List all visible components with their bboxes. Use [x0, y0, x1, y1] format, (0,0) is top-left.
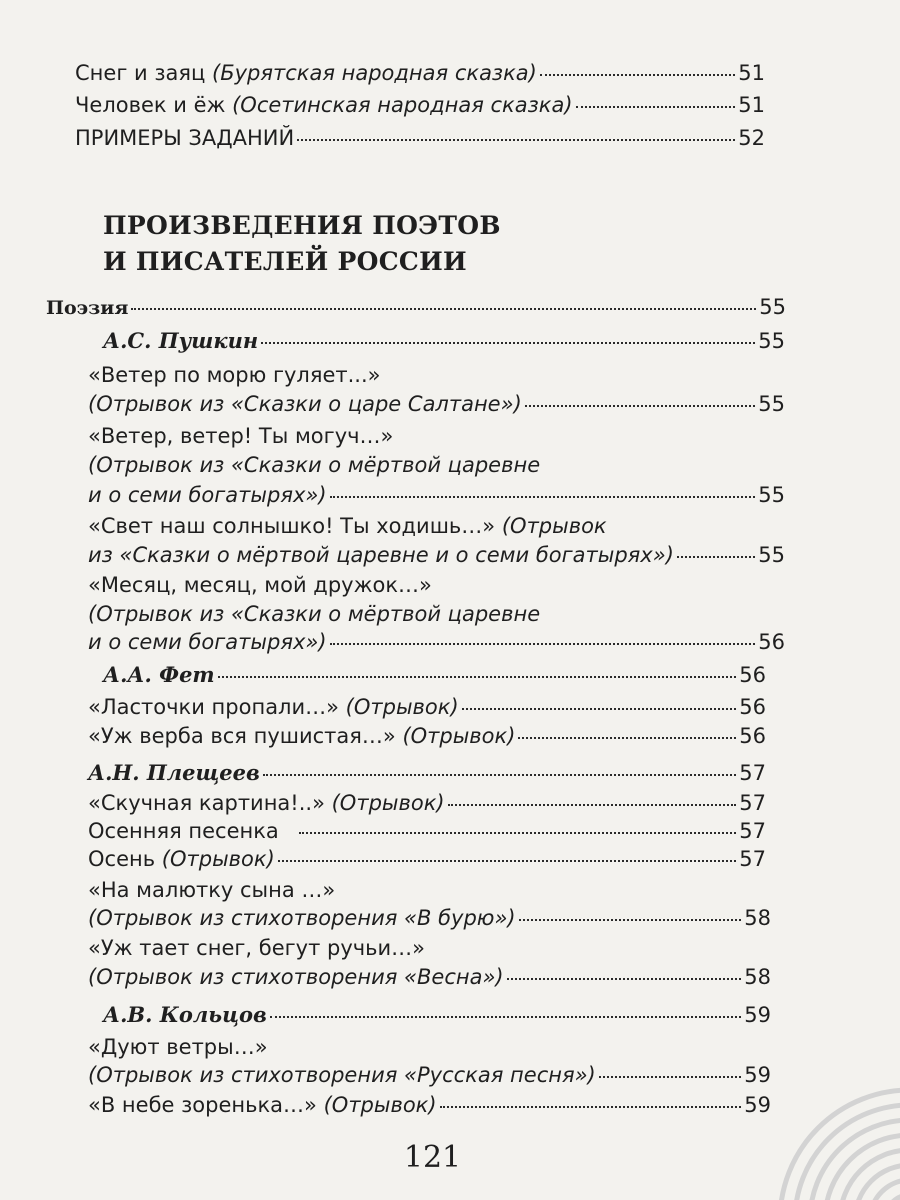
entry-page: 57 — [739, 847, 766, 871]
entry-note: и о семи богатырях») — [88, 630, 327, 654]
entry-note: (Отрывок из «Сказки о царе Салтане») — [88, 392, 522, 416]
leader-dots — [519, 918, 742, 921]
leader-dots — [263, 773, 736, 776]
toc-entry — [88, 788, 766, 818]
toc-entry — [88, 540, 785, 570]
leader-dots — [330, 642, 756, 645]
toc-author — [88, 758, 766, 788]
entry-title: Снег и заяц — [75, 61, 206, 85]
toc-entry — [88, 627, 785, 657]
entry-title: «Ветер по морю гуляет...» — [88, 363, 381, 387]
entry-title: «Ласточки пропали…» — [88, 695, 339, 719]
entry-title: «Уж верба вся пушистая…» — [88, 724, 396, 748]
leader-dots — [440, 1105, 742, 1108]
entry-page: 58 — [744, 906, 771, 930]
entry-note: (Отрывок из стихотворения «В бурю») — [88, 906, 516, 930]
entry-page: 55 — [758, 543, 785, 567]
author-name: А.А. Фет — [103, 662, 215, 687]
author-name: А.С. Пушкин — [103, 328, 259, 353]
entry-note: (Отрывок из стихотворения «Русская песня») — [88, 1063, 596, 1087]
heading-line: И ПИСАТЕЛЕЙ РОССИИ — [103, 247, 467, 276]
toc-entry — [88, 1060, 771, 1090]
toc-author — [103, 1000, 771, 1030]
entry-note: (Осетинская народная сказка) — [232, 93, 573, 117]
section-label: Поэзия — [46, 297, 129, 319]
leader-dots — [576, 105, 736, 108]
entry-title: ПРИМЕРЫ ЗАДАНИЙ — [75, 126, 295, 150]
entry-page: 56 — [739, 663, 766, 687]
entry-note: (Отрывок) — [323, 1093, 437, 1117]
decorative-swirl-icon — [760, 1070, 900, 1200]
leader-dots — [599, 1075, 742, 1078]
entry-title: Человек и ёж — [75, 93, 226, 117]
page-number: 121 — [403, 1140, 462, 1175]
entry-note: (Отрывок) — [331, 791, 445, 815]
entry-title: «Скучная картина!..» — [88, 791, 325, 815]
toc-entry — [88, 1090, 771, 1120]
entry-note: (Отрывок из «Сказки о мёртвой царевне — [88, 453, 541, 477]
entry-note: (Бурятская народная сказка) — [212, 61, 537, 85]
entry-title: «Уж тает снег, бегут ручьи…» — [88, 936, 426, 960]
leader-dots — [297, 138, 735, 141]
entry-page: 56 — [758, 630, 785, 654]
entry-page: 59 — [744, 1003, 771, 1027]
entry-note: (Отрывок) — [402, 724, 516, 748]
leader-dots — [518, 736, 736, 739]
entry-note: (Отрывок) — [161, 847, 275, 871]
entry-page: 51 — [738, 93, 765, 117]
leader-dots — [525, 404, 756, 407]
entry-page: 52 — [738, 126, 765, 150]
toc-entry — [88, 844, 766, 874]
leader-dots — [278, 859, 737, 862]
entry-title: «На малютку сына …» — [88, 878, 336, 902]
author-name: А.В. Кольцов — [103, 1002, 267, 1027]
entry-page: 51 — [738, 61, 765, 85]
leader-dots — [218, 675, 737, 678]
leader-dots — [131, 307, 756, 310]
entry-page: 55 — [758, 392, 785, 416]
entry-title: Осень — [88, 847, 156, 871]
entry-page: 55 — [758, 329, 785, 353]
entry-title: «Месяц, месяц, мой дружок…» — [88, 573, 432, 597]
section-heading — [103, 208, 501, 280]
entry-page: 59 — [744, 1063, 771, 1087]
entry-page: 56 — [739, 724, 766, 748]
entry-title: «Дуют ветры…» — [88, 1035, 268, 1059]
toc-entry — [88, 692, 766, 722]
entry-page: 57 — [739, 761, 766, 785]
entry-title: «В небе зоренька…» — [88, 1093, 317, 1117]
toc-entry — [88, 816, 766, 846]
entry-note: (Отрывок из стихотворения «Весна») — [88, 965, 504, 989]
toc-entry — [88, 389, 785, 419]
leader-dots — [299, 831, 736, 834]
toc-entry — [88, 962, 771, 992]
entry-page: 55 — [758, 483, 785, 507]
entry-note: и о семи богатырях») — [88, 483, 327, 507]
toc-author — [103, 660, 766, 690]
leader-dots — [507, 977, 742, 980]
leader-dots — [270, 1015, 741, 1018]
entry-note: (Отрывок — [501, 514, 607, 538]
toc-author — [103, 326, 785, 356]
entry-page: 57 — [739, 819, 766, 843]
entry-title: Осенняя песенка — [88, 819, 279, 843]
leader-dots — [677, 555, 755, 558]
entry-page: 55 — [759, 295, 786, 319]
toc-entry — [88, 903, 771, 933]
entry-note: (Отрывок) — [345, 695, 459, 719]
toc-entry — [75, 58, 765, 88]
entry-note: из «Сказки о мёртвой царевне и о семи богатырях») — [88, 543, 674, 567]
entry-note: (Отрывок из «Сказки о мёртвой царевне — [88, 602, 541, 626]
entry-page: 57 — [739, 791, 766, 815]
entry-title-line — [88, 511, 607, 541]
toc-entry — [75, 123, 765, 153]
entry-title: «Свет наш солнышко! Ты ходишь…» — [88, 514, 496, 538]
leader-dots — [261, 341, 755, 344]
leader-dots — [462, 707, 737, 710]
toc-entry — [88, 721, 766, 751]
entry-page: 58 — [744, 965, 771, 989]
leader-dots — [330, 495, 756, 498]
toc-entry — [88, 480, 785, 510]
leader-dots — [540, 73, 735, 76]
leader-dots — [448, 803, 737, 806]
author-name: А.Н. Плещеев — [88, 760, 260, 785]
toc-entry — [75, 90, 765, 120]
entry-page: 59 — [744, 1093, 771, 1117]
heading-line: ПРОИЗВЕДЕНИЯ ПОЭТОВ — [103, 211, 501, 240]
entry-title: «Ветер, ветер! Ты могуч…» — [88, 424, 394, 448]
entry-page: 56 — [739, 695, 766, 719]
toc-section — [46, 292, 786, 323]
